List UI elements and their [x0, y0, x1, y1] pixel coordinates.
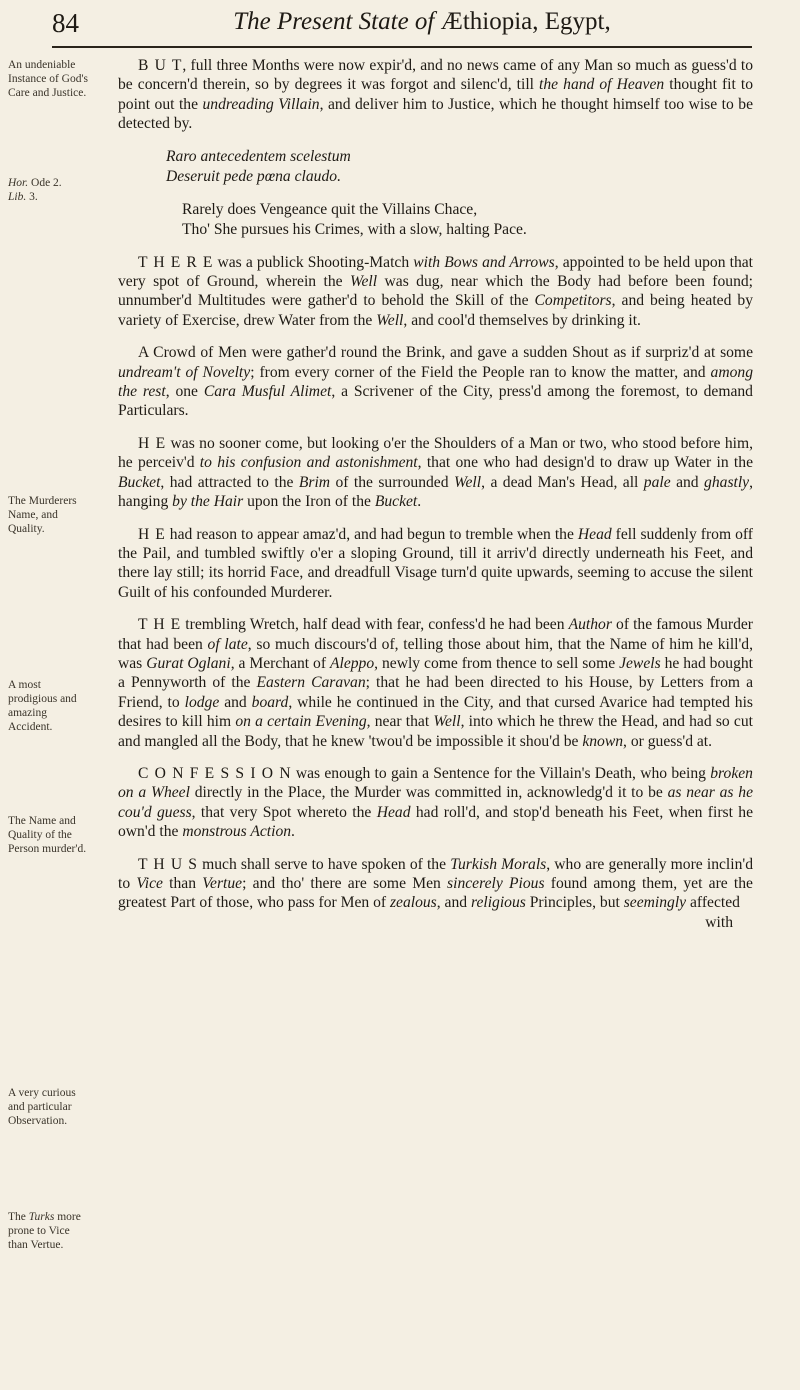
margin-note-turks: The Turks more prone to Vice than Vertue.: [8, 1211, 81, 1251]
catchword: with: [705, 913, 733, 931]
running-title: The Present State of Æthiopia, Egypt,: [233, 8, 611, 35]
paragraph-2: T H E R E was a publick Shooting-Match with Bows and Arrows, appointed to be held upon that very spot of Ground, wherein the Well was dug, near which the Body had before been found; unnumber'd Multitudes were gather'd to behold the Skill of the Competitors, and being heated by variety of Exercise, drew Water from the Well, and cool'd themselves by drinking it.: [118, 253, 754, 329]
paragraph-5: H E had reason to appear amaz'd, and had begun to tremble when the Head fell suddenly from off the Pail, and tumbled swiftly o'er a sloping Ground, till it arriv'd directly underneath his Feet, and there lay still; its horrid Face, and dreadfull Visage turn'd quite upwards, seeming to accuse the silent Guilt of his confounded Murderer.: [118, 525, 753, 601]
latin-verse-1: Raro antecedentem scelestum: [166, 147, 351, 165]
margin-note-person: The Name and Quality of the Person murder'd.: [8, 815, 87, 855]
english-verse-2: Tho' She pursues his Crimes, with a slow, halting Pace.: [182, 220, 527, 238]
page-number: 84: [52, 8, 79, 38]
english-verse-1: Rarely does Vengeance quit the Villains Chace,: [182, 200, 478, 218]
paragraph-4: H E was no sooner come, but looking o'er the Shoulders of a Man or two, who stood before him, he perceiv'd to his confusion and astonishment, that one who had design'd to draw up Water in the Bucket, had attracted to the Brim of the surrounded Well, a dead Man's Head, all pale and ghastly, hanging by the Hair upon the Iron of the Bucket.: [118, 434, 753, 511]
paragraph-8: T H U S much shall serve to have spoken of the Turkish Morals, who are generally more inclin'd to Vice than Vertue; and tho' there are some Men sincerely Pious found among them, yet are the greatest Part of those, who pass for Men of zealous, and religious Principles, but seemingly affected: [118, 855, 753, 912]
latin-verse-2: Deseruit pede pœna claudo.: [166, 167, 341, 185]
margin-note-horace: Hor. Ode 2. Lib. 3.: [8, 177, 62, 203]
margin-note-accident: A most prodigious and amazing Accident.: [8, 679, 77, 733]
margin-note-murderer: The Murderers Name, and Quality.: [8, 495, 77, 535]
paragraph-7: C O N F E S S I O N was enough to gain a Sentence for the Villain's Death, who being broken on a Wheel directly in the Place, the Murder was committed in, acknowledg'd it to be as near as he cou'd guess, that very Spot whereto the Head had roll'd, and stop'd beneath his Feet, when first he own'd the monstrous Action.: [118, 764, 753, 841]
paragraph-1: B U T, full three Months were now expir'd, and no news came of any Man so much as guess'd to be concern'd therein, so by degrees it was forgot and silenc'd, till the hand of Heaven thought fit to point out the undreading Villain, and deliver him to Justice, which he thought himself too wise to be detected by.: [118, 57, 753, 133]
running-header: [52, 6, 752, 48]
margin-note-instance: An undeniable Instance of God's Care and Justice.: [8, 59, 88, 99]
paragraph-3: A Crowd of Men were gather'd round the Brink, and gave a sudden Shout as if surpriz'd at some undream't of Novelty; from every corner of the Field the People ran to know the matter, and among the rest, one Cara Musful Alimet, a Scrivener of the City, press'd among the foremost, to demand Particulars.: [118, 344, 753, 420]
paragraph-6: T H E trembling Wretch, half dead with fear, confess'd he had been Author of the famous Murder that had been of late, so much discours'd of, telling those about him, that the Name of him he kill'd, was Gurat Oglani, a Merchant of Aleppo, newly come from thence to sell some Jewels he had bought a Pennyworth of the Eastern Caravan; that he had been directed to his House, by Letters from a Friend, to lodge and board, while he continued in the City, and that cursed Avarice had tempted his desires to kill him on a certain Evening, near that Well, into which he threw the Head, and had so cut and mangled all the Body, that he knew 'twou'd be impossible it shou'd be known, or guess'd at.: [118, 616, 754, 750]
margin-note-observation: A very curious and particular Observation.: [8, 1087, 76, 1127]
main-text: [118, 56, 753, 932]
